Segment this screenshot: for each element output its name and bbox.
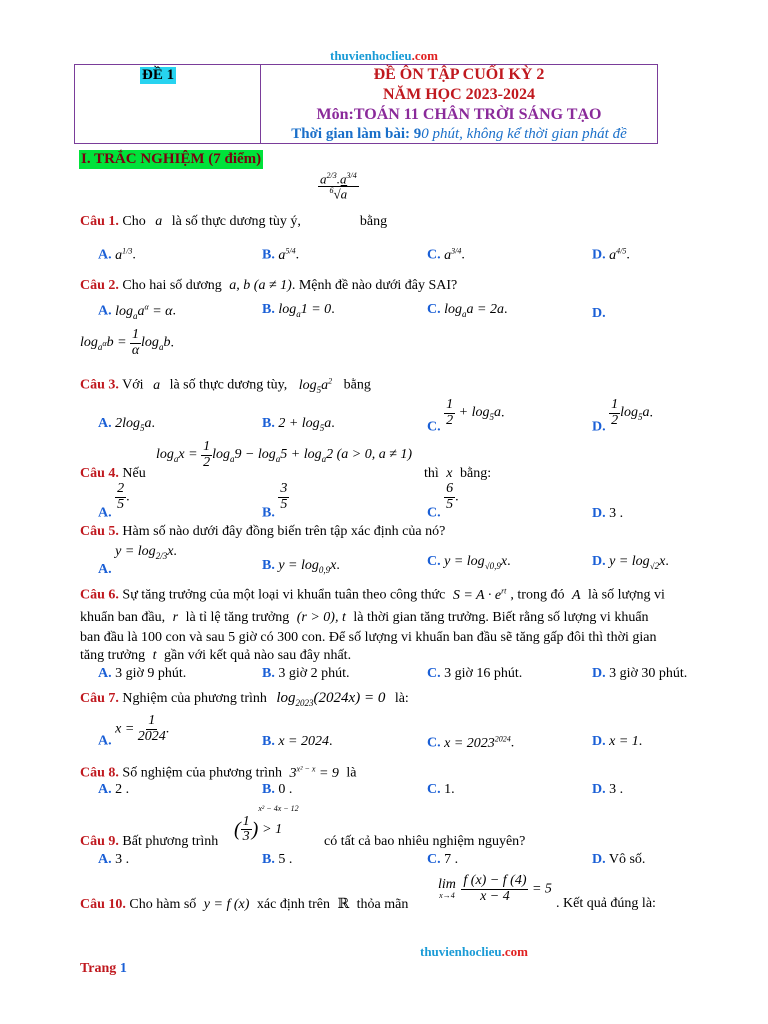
q6-text-b: , trong đó [510, 587, 565, 603]
watermark-domain: .com [411, 48, 438, 63]
q8-option-c[interactable] [427, 782, 455, 798]
q7-text: Nghiệm của phương trình [122, 691, 267, 706]
watermark-bottom [420, 944, 528, 960]
answer-text: 7 . [444, 852, 459, 867]
opt-label: A. [98, 303, 112, 319]
watermark-text: thuvienhoclieu [420, 944, 502, 959]
q6-option-c[interactable] [427, 666, 522, 682]
q6-line4a: tăng trưởng [80, 648, 146, 663]
q4-option-d[interactable] [592, 506, 623, 522]
q9-text: Bất phương trình [122, 834, 219, 849]
opt-label: C. [427, 735, 441, 751]
q6-line2a: khuẩn ban đầu, [80, 610, 166, 625]
opt-label: D. [592, 734, 606, 749]
exam-subject: Môn:TOÁN 11 CHÂN TRỜI SÁNG TẠO [316, 106, 602, 123]
exam-code: ĐỀ 1 [142, 67, 175, 83]
answer-text: 3 giờ 16 phút. [444, 666, 523, 681]
question-9 [80, 834, 218, 850]
q2-option-b[interactable]: B. $\log_a1 = 0$. [262, 302, 335, 319]
opt-label: C. [427, 852, 441, 867]
exam-title: ĐỀ ÔN TẬP CUỐI KỲ 2 [373, 66, 545, 83]
answer-text: 3 . [115, 852, 130, 867]
q6-line2c: là thời gian tăng trưởng. Biết rằng số lượng vi khuẩn [353, 610, 649, 625]
opt-label: A. [98, 782, 112, 797]
exam-code-cell [75, 65, 261, 143]
opt-label: B. [262, 505, 275, 521]
opt-label: D. [592, 782, 606, 797]
q7-option-a[interactable]: A. x = $\frac{1}{2024}$ . [98, 713, 170, 749]
question-5 [80, 524, 445, 540]
opt-label: A. [98, 247, 112, 263]
q10-tail: . Kết quả đúng là: [556, 896, 656, 911]
opt-label: A. [98, 666, 112, 681]
q9-label: Câu 9. [80, 834, 119, 849]
q1-option-a[interactable]: A. $a^{1/3}$. [98, 246, 136, 263]
question-10: Câu 10. Cho hàm số y = f (x) xác định trên ℝ thỏa mãn [80, 897, 409, 912]
opt-label: A. [98, 852, 112, 867]
q4-option-a[interactable]: A. $\frac{2}{5}$ . [98, 481, 130, 521]
opt-label: B. [262, 666, 275, 681]
page-label: Trang [80, 961, 117, 976]
opt-label: C. [427, 247, 441, 263]
question-4 [80, 466, 146, 482]
question-2: Câu 2. Cho hai số dương a, b (a ≠ 1). Mệnh đề nào dưới đây SAI? [80, 278, 458, 293]
q6-option-a[interactable] [98, 666, 186, 682]
opt-label: B. [262, 247, 275, 263]
question-7: Câu 7. Nghiệm của phương trình $\log_{2023}(2024x) = 0$ là: [80, 690, 409, 708]
q2-label: Câu 2. [80, 278, 119, 293]
q4-tail: thì x bằng: [424, 466, 492, 481]
q1-option-d[interactable]: D. $a^{4/5}$. [592, 246, 630, 263]
exam-title-cell [261, 65, 657, 144]
opt-label: A. [98, 505, 112, 521]
q9-option-b[interactable] [262, 852, 292, 868]
q4-text-c: bằng: [460, 466, 492, 481]
question-3: Câu 3. Với a là số thực dương tùy, $\log_5a^2$ bằng [80, 376, 371, 395]
q4-expression: $\log_ax$ = $\frac{1}{2}$ $\log_a9 - \log_a5 + \log_a2$ (a > 0, a ≠ 1) [156, 439, 413, 470]
exam-year: NĂM HỌC 2023-2024 [383, 86, 535, 103]
q5-option-b[interactable]: B. $y = \log_{0,9}x$. [262, 558, 340, 575]
q3-text-c: bằng [343, 377, 371, 393]
opt-label: C. [427, 302, 441, 317]
time-rest: 0 phút, không kể thời gian phát đề [421, 126, 627, 142]
question-6-line1: Câu 6. Sự tăng trưởng của một loại vi khuẩn tuân theo công thức $S = A \cdot e^{rt}$ , trong đó A là số lượng vi [80, 586, 665, 603]
opt-label: B. [262, 558, 275, 573]
opt-label: D. [592, 554, 606, 569]
question-1: Câu 1. Cho a là số thực dương tùy ý, bằng [80, 214, 388, 229]
page-footer [80, 961, 127, 977]
q3-text-b: là số thực dương tùy, [169, 377, 288, 393]
opt-label: C. [427, 554, 441, 569]
opt-label: D. [592, 247, 606, 263]
q1-text: Cho [122, 214, 146, 229]
opt-label: B. [262, 734, 275, 749]
question-6-line4: tăng trưởng t gần với kết quả nào sau đây nhất. [80, 648, 352, 663]
opt-label: B. [262, 782, 275, 797]
watermark-domain: .com [501, 944, 528, 959]
q3-label: Câu 3. [80, 377, 119, 393]
q9-tail: có tất cả bao nhiêu nghiệm nguyên? [324, 834, 526, 849]
watermark-top [330, 48, 438, 64]
q4-text: Nếu [122, 466, 146, 481]
question-6-line3: ban đầu là 100 con và sau 5 giờ có 300 con. Để số lượng vi khuẩn ban đầu sẽ tăng gấp đôi thì thời gian [80, 630, 657, 645]
q10-limit: lim x→4 $\frac{f (x) - f (4)}{x - 4}$ = 5 [438, 873, 552, 904]
q1-text-c: bằng [359, 214, 388, 229]
q9-option-d[interactable] [592, 852, 645, 868]
q10-text-c: thỏa mãn [356, 897, 409, 912]
time-label: Thời gian làm bài: 9 [291, 126, 422, 142]
q4-label: Câu 4. [80, 466, 119, 481]
opt-label: C. [427, 505, 441, 521]
question-6-line2: khuẩn ban đầu, r là tỉ lệ tăng trưởng (r > 0), t là thời gian tăng trưởng. Biết rằng số lượng vi khuẩn [80, 610, 649, 625]
q1-text-b: là số thực dương tùy ý, [171, 214, 301, 229]
q5-option-a[interactable]: A. $y = \log_{2/3}x$. [98, 544, 177, 577]
q2-option-c[interactable]: C. $\log_aa = 2a$. [427, 302, 508, 319]
q7-option-b[interactable]: B. x = 2024. [262, 734, 333, 749]
opt-label: C. [427, 782, 441, 797]
q2-text: Cho hai số dương [122, 278, 222, 293]
q10-label: Câu 10. [80, 897, 126, 912]
q6-line4b: gần với kết quả nào sau đây nhất. [164, 648, 352, 663]
answer-text: 3 . [609, 506, 624, 521]
q3-option-d[interactable]: D. $\frac{1}{2}$ $\log_5a$. [592, 397, 654, 435]
q3-option-a[interactable]: A. $2\log_5a$. [98, 416, 156, 433]
q5-text: Hàm số nào dưới đây đồng biến trên tập xác định của nó? [122, 524, 446, 539]
q8-option-a[interactable] [98, 782, 129, 798]
q2-option-d-expr: $\log_{a^\alpha}b$ = $\frac{1}{\alpha}$ $\log_ab$. [80, 327, 174, 358]
watermark-text: thuvienhoclieu [330, 48, 412, 63]
q3-text: Với [122, 377, 144, 393]
opt-label: A. [98, 562, 112, 577]
opt-label: C. [427, 666, 441, 681]
q3-option-c[interactable]: C. $\frac{1}{2}$ + $\log_5a$. [427, 397, 505, 435]
q1-expression: $\frac{a^{2/3}.a^{3/4}}{^6√a}$ [320, 171, 357, 202]
exam-header [74, 64, 658, 144]
q7-option-c[interactable]: C. $x = 2023^{2024}$. [427, 734, 515, 751]
q8-option-d[interactable] [592, 782, 623, 798]
opt-label: D. [592, 506, 606, 521]
q1-option-c[interactable]: C. $a^{3/4}$. [427, 246, 465, 263]
q2-text-b: . Mệnh đề nào dưới đây SAI? [291, 278, 458, 293]
q8-text-b: là [346, 765, 357, 781]
answer-text: 3 . [609, 782, 624, 797]
opt-label: A. [98, 733, 112, 749]
q9-option-a[interactable] [98, 852, 129, 868]
q6-line2b: là tỉ lệ tăng trưởng [185, 610, 290, 625]
q2-option-d[interactable] [592, 306, 606, 322]
q5-label: Câu 5. [80, 524, 119, 539]
opt-label: B. [262, 416, 275, 431]
q6-text: Sự tăng trưởng của một loại vi khuẩn tuân theo công thức [122, 587, 446, 603]
q2-option-a[interactable]: A. $\log_aa^\alpha = \alpha$. [98, 302, 177, 321]
answer-text: 0 . [278, 782, 293, 797]
q7-option-d[interactable]: D. x = 1. [592, 734, 643, 749]
q1-label: Câu 1. [80, 214, 119, 229]
opt-label: A. [98, 416, 112, 431]
answer-text: 1. [444, 782, 455, 797]
q6-option-d[interactable] [592, 666, 687, 682]
q9-option-c[interactable] [427, 852, 458, 868]
q4-option-b[interactable]: B. $\frac{3}{5}$ [262, 481, 288, 521]
q8-option-b[interactable] [262, 782, 292, 798]
section-title: I. TRẮC NGHIỆM (7 điểm) [81, 151, 262, 167]
q5-option-d[interactable]: D. $y = \log_{√2}x$. [592, 554, 669, 571]
opt-label: D. [592, 852, 606, 867]
q8-label: Câu 8. [80, 765, 119, 781]
q7-text-b: là: [394, 691, 409, 706]
answer-text: Vô số. [608, 852, 646, 867]
q8-text: Số nghiệm của phương trình [122, 765, 283, 781]
q4-text-b: thì [424, 466, 439, 481]
question-8: Câu 8. Số nghiệm của phương trình $3^{x^2 - x} = 9$ là [80, 764, 357, 781]
opt-label: B. [262, 852, 275, 867]
answer-text: 3 giờ 9 phút. [115, 666, 187, 681]
opt-label: B. [262, 302, 275, 317]
answer-text: 5 . [278, 852, 293, 867]
opt-label: C. [427, 419, 441, 435]
q10-text: Cho hàm số [129, 897, 197, 912]
q6-label: Câu 6. [80, 587, 119, 603]
q5-option-c[interactable]: C. $y = \log_{√0,9}x$. [427, 554, 511, 571]
answer-text: 3 giờ 30 phút. [609, 666, 688, 681]
q6-text-c: là số lượng vi [588, 587, 665, 603]
answer-text: 2 . [115, 782, 130, 797]
q1-option-b[interactable]: B. $a^{5/4}$. [262, 246, 300, 263]
opt-label: D. [592, 666, 606, 681]
exam-time [261, 125, 657, 144]
opt-label: D. [592, 306, 606, 321]
opt-label: D. [592, 419, 606, 435]
q9-expression: ( $\frac{1}{3}$ )$^{x^2 - 4x - 12}$ > 1 [234, 804, 299, 845]
q4-option-c[interactable]: C. $\frac{6}{5}$ . [427, 481, 459, 521]
q7-label: Câu 7. [80, 691, 119, 706]
q6-option-b[interactable] [262, 666, 350, 682]
q3-option-b[interactable]: B. $2 + \log_5a$. [262, 416, 335, 433]
page-number: 1 [119, 961, 127, 976]
answer-text: 3 giờ 2 phút. [278, 666, 350, 681]
q10-text-b: xác định trên [256, 897, 330, 912]
